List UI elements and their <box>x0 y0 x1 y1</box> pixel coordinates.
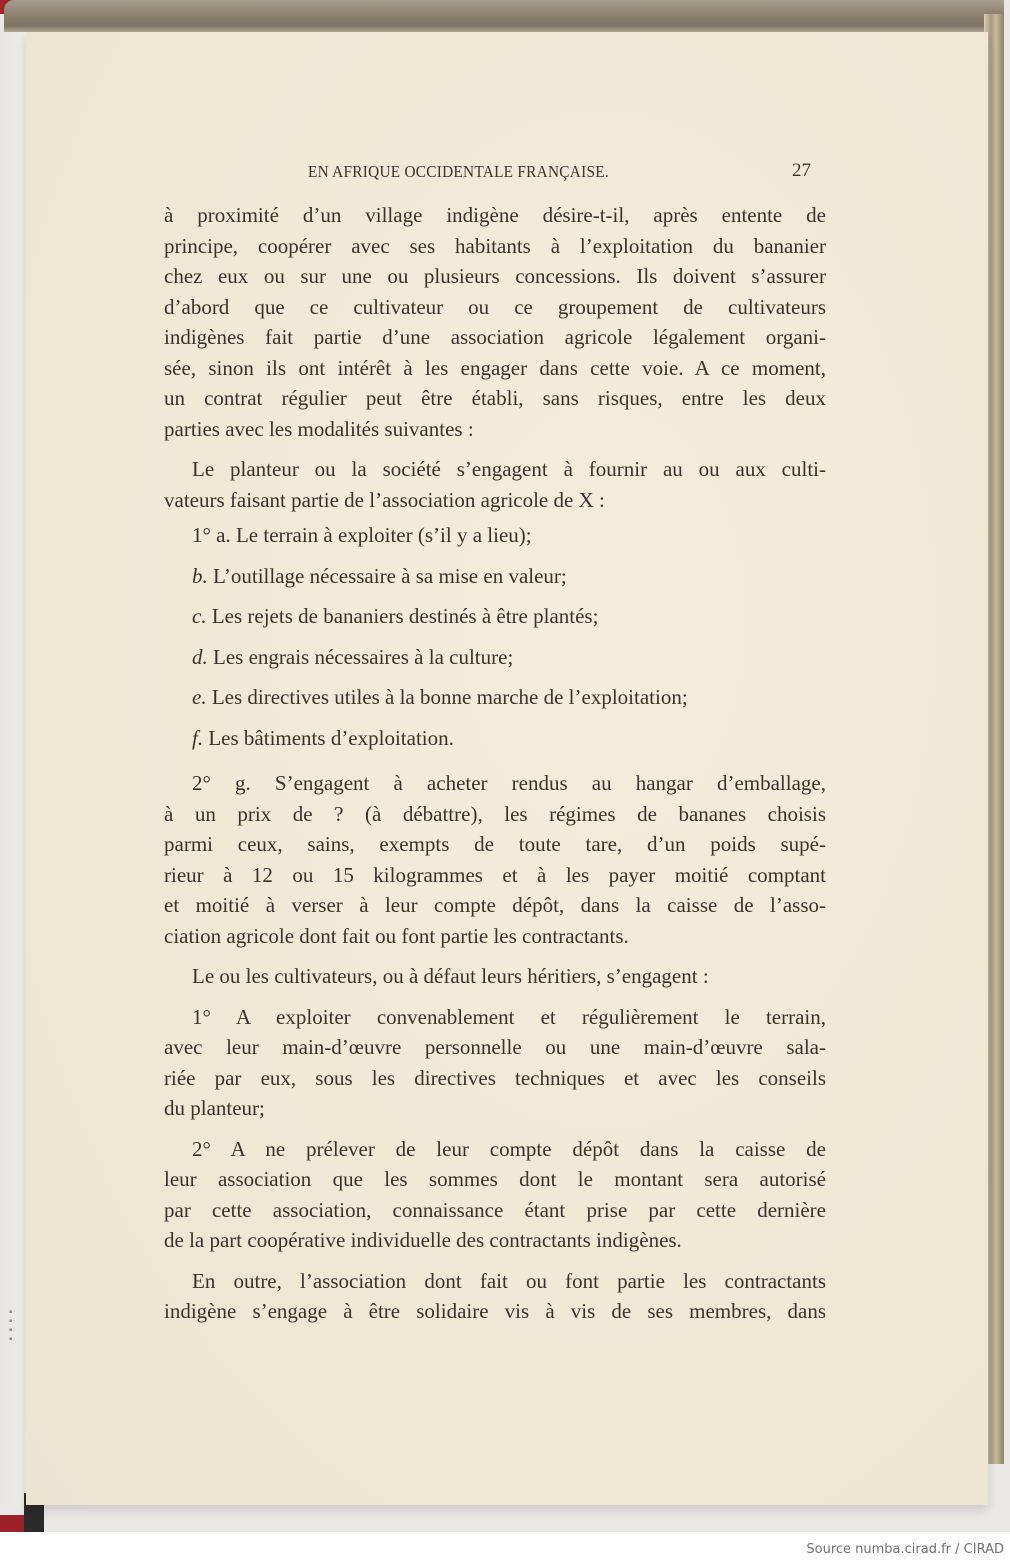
list-item <box>164 515 826 556</box>
facing-page-marks: ▪ · ▪ · ▪ · ▪ · <box>9 1309 16 1342</box>
text-line: avec leur main-d’œuvre personnelle ou une main-d’œuvre sala- <box>164 1035 826 1059</box>
text-line: du planteur; <box>164 1096 265 1120</box>
text-line: 2° A ne prélever de leur compte dépôt dans la caisse de <box>192 1136 826 1161</box>
text-line: principe, coopérer avec ses habitants à l’exploitation du bananier <box>164 233 826 258</box>
list-text: Le terrain à exploiter (s’il y a lieu); <box>235 523 532 547</box>
text-line: 1° A exploiter convenablement et régulièrement le terrain, <box>192 1004 826 1029</box>
paragraph-clause-g <box>164 768 826 951</box>
text-line: d’abord que ce cultivateur ou ce groupement de cultivateurs <box>164 294 826 319</box>
list-marker: c. <box>192 604 207 628</box>
text-line: à un prix de ? (à débattre), les régimes de bananes choisis <box>164 801 826 826</box>
text-line: Le planteur ou la société s’engagent à fournir au ou aux culti- <box>192 457 826 481</box>
list-item <box>164 677 826 718</box>
text-line: indigène s’engage à être solidaire vis à vis de ses membres, dans <box>164 1299 826 1323</box>
text-line: 2° g. S’engagent à acheter rendus au hangar d’emballage, <box>192 771 826 795</box>
text-line: à proximité d’un village indigène désire-t-il, après entente de <box>164 203 826 227</box>
paragraph-cultivators-intro <box>164 961 826 992</box>
text-line: riée par eux, sous les directives techniques et avec les conseils <box>164 1065 826 1090</box>
list-marker: f. <box>192 725 204 750</box>
paragraph-intro <box>164 200 826 444</box>
list-text: Les rejets de bananiers destinés à être plantés; <box>211 604 599 628</box>
list-text: Les engrais nécessaires à la culture; <box>213 644 514 669</box>
text-line: leur association que les sommes dont le montant sera autorisé <box>164 1167 826 1191</box>
list-text: Les bâtiments d’exploitation. <box>208 725 454 750</box>
red-binding-corner-bottom <box>0 1515 24 1532</box>
paragraph-cultivators-clause-2 <box>164 1134 826 1256</box>
text-line: Le ou les cultivateurs, ou à défaut leurs héritiers, s’engagent : <box>192 964 709 988</box>
book-page <box>26 32 988 1505</box>
page-number: 27 <box>792 160 811 181</box>
book-top-edge <box>4 0 1004 32</box>
text-line: et moitié à verser à leur compte dépôt, dans la caisse de l’asso- <box>164 893 826 917</box>
paragraph-planter-commitment <box>164 454 826 515</box>
text-line: parties avec les modalités suivantes : <box>164 416 474 441</box>
list-marker: 1° a. <box>192 523 231 547</box>
supply-list <box>164 515 826 758</box>
text-line: ciation agricole dont fait ou font partie les contractants. <box>164 923 629 948</box>
text-line: par cette association, connaissance étant prise par cette dernière <box>164 1197 826 1222</box>
text-line: parmi ceux, sains, exempts de toute tare, d’un poids supé- <box>164 832 826 856</box>
body-text <box>164 200 826 1327</box>
text-line: indigènes fait partie d’une association agricole légalement organi- <box>164 325 826 349</box>
source-credit: Source numba.cirad.fr / CIRAD <box>806 1542 1004 1557</box>
list-text: Les directives utiles à la bonne marche de l’exploitation; <box>211 685 688 709</box>
list-text: L’outillage nécessaire à sa mise en valeur; <box>213 563 567 588</box>
list-item <box>164 718 826 759</box>
text-line: un contrat régulier peut être établi, sans risques, entre les deux <box>164 386 826 410</box>
list-item <box>164 556 826 597</box>
list-marker: e. <box>192 685 207 709</box>
text-line: rieur à 12 ou 15 kilogrammes et à les payer moitié comptant <box>164 862 826 887</box>
paragraph-cultivators-clause-1 <box>164 1002 826 1124</box>
running-head: EN AFRIQUE OCCIDENTALE FRANÇAISE. <box>308 162 609 181</box>
text-line: chez eux ou sur une ou plusieurs concessions. Ils doivent s’assurer <box>164 264 826 288</box>
text-line: sée, sinon ils ont intérêt à les engager dans cette voie. A ce moment, <box>164 355 826 380</box>
list-marker: b. <box>192 563 208 588</box>
text-line: En outre, l’association dont fait ou font partie les contractants <box>192 1268 826 1293</box>
list-item <box>164 637 826 678</box>
list-item <box>164 596 826 637</box>
text-line: vateurs faisant partie de l’association agricole de X : <box>164 487 605 512</box>
paragraph-closing <box>164 1266 826 1327</box>
list-marker: d. <box>192 644 208 669</box>
text-line: de la part coopérative individuelle des contractants indigènes. <box>164 1228 682 1252</box>
